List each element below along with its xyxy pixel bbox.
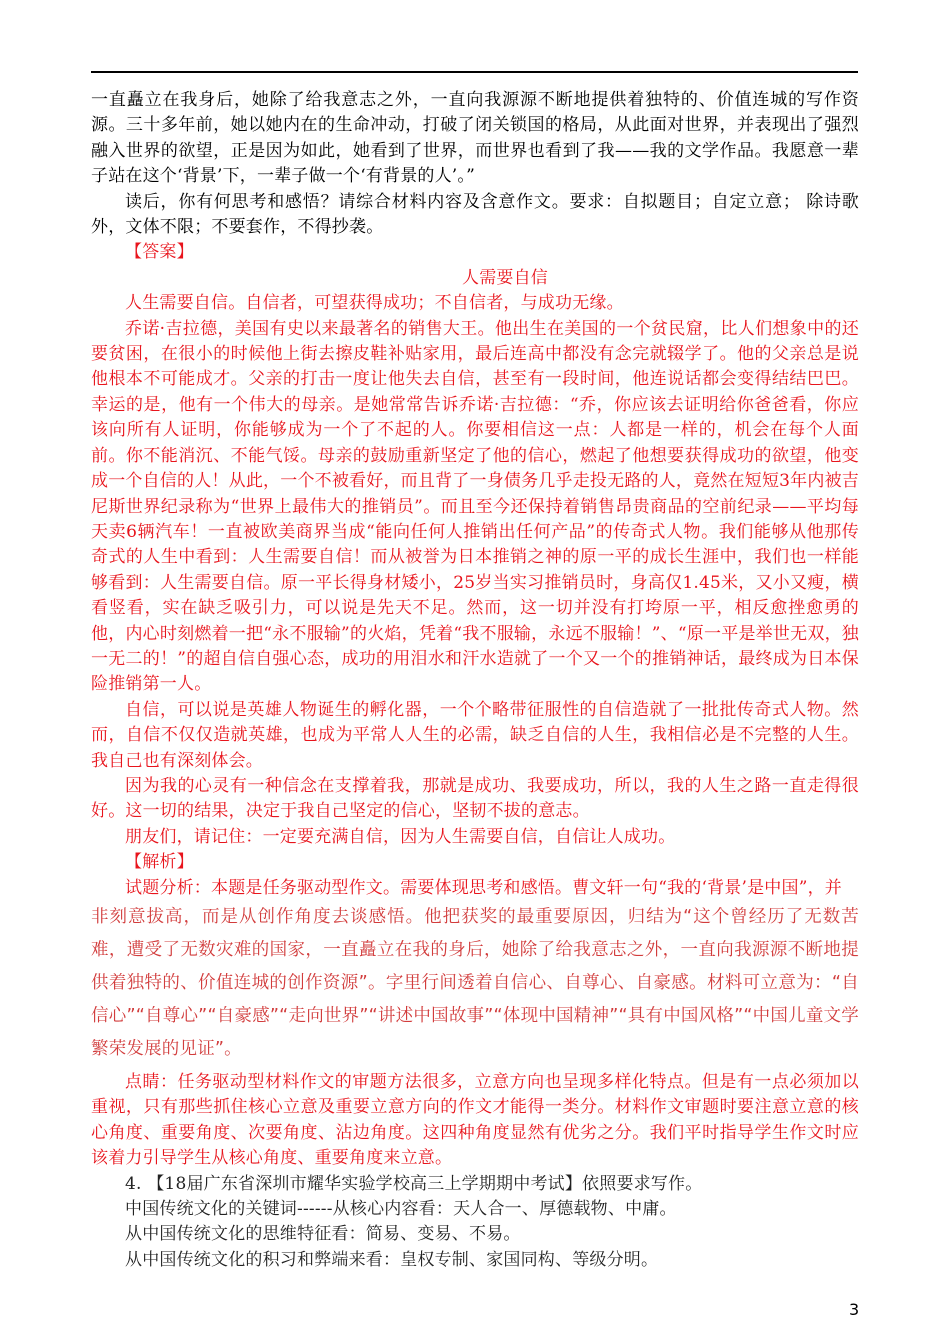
question-line: 从中国传统文化的积习和弊端来看：皇权专制、家国同构、等级分明。 xyxy=(125,1249,659,1270)
analysis-line: 试题分析：本题是任务驱动型作文。需要体现思考和感悟。曹文轩一句“我的‘背景’是中国”，并 xyxy=(125,877,842,898)
essay xyxy=(91,266,859,850)
essay-paragraph: 人生需要自信。自信者，可望获得成功；不自信者，与成功无缘。 xyxy=(125,293,624,314)
essay-paragraph: 自信，可以说是英雄人物诞生的孵化器，一个个略带征服性的自信造就了一批批传奇式人物。然而，自信不仅仅造就英雄，也成为平常人人生的必需，缺乏自信的人生，我相信必是不完整的人生。我自己也有深刻体会。 xyxy=(91,699,859,771)
question-header: 4. 【18届广东省深圳市耀华实验学校高三上学期期中考试】依照要求写作。 xyxy=(125,1173,703,1194)
analysis-heading: 【解析】 xyxy=(125,852,194,873)
intro-paragraph: 一直矗立在我身后，她除了给我意志之外，一直向我源源不断地提供着独特的、价值连城的写作资源。三十多年前，她以她内在的生命冲动，打破了闭关锁国的格局，从此面对世界，并表现出了强烈融入世界的欲望，正是因为如此，她看到了世界，而世界也看到了我——我的文学作品。我愿意一辈子站在这个‘背景’下，一辈子做一个‘有背景的人’。” xyxy=(91,90,859,187)
question-line: 从中国传统文化的思维特征看：简易、变易、不易。 xyxy=(125,1224,521,1245)
question-line: 中国传统文化的关键词------从核心内容看：天人合一、厚德载物、中庸。 xyxy=(125,1199,677,1220)
page-number: 3 xyxy=(849,1300,860,1319)
answer-heading: 【答案】 xyxy=(125,242,194,263)
essay-paragraph: 因为我的心灵有一种信念在支撑着我，那就是成功、我要成功，所以，我的人生之路一直走得很好。这一切的结果，决定于我自己坚定的信心，坚韧不拔的意志。 xyxy=(91,775,859,822)
essay-paragraph: 朋友们，请记住：一定要充满自信，因为人生需要自信，自信让人成功。 xyxy=(125,826,676,847)
analysis-body: 非刻意拔高，而是从创作角度去谈感悟。他把获奖的最重要原因，归结为“这个曾经历了无数苦难，遭受了无数灾难的国家，一直矗立在我的身后，她除了给我意志之外，一直向我源源不断地提供着独特的、价值连城的创作资源”。字里行间透着自信心、自尊心、自豪感。材料可立意为：“自信心”“自尊心”“自豪感”“走向世界”“讲述中国故事”“体现中国精神”“具有中国风格”“中国儿童文学繁荣发展的见证”。 xyxy=(91,907,859,1059)
tip-paragraph: 点睛：任务驱动型材料作文的审题方法很多，立意方向也呈现多样化特点。但是有一点必须加以重视，只有那些抓住核心立意及重要立意方向的作文才能得一类分。材料作文审题时要注意立意的核心角度、重要角度、次要角度、沾边角度。这四种角度显然有优劣之分。我们平时指导学生作文时应该着力引导学生从核心角度、重要角度来立意。 xyxy=(91,1072,859,1169)
essay-title: 人需要自信 xyxy=(462,267,548,288)
question-4 xyxy=(91,1172,859,1274)
document-page xyxy=(91,88,859,1273)
writing-prompt: 读后，你有何思考和感悟？请综合材料内容及含意作文。要求：自拟题目；自定立意； 除诗歌外，文体不限；不要套作，不得抄袭。 xyxy=(91,191,859,238)
header-rule xyxy=(91,71,858,73)
essay-paragraph: 乔诺·吉拉德，美国有史以来最著名的销售大王。他出生在美国的一个贫民窟，比人们想象中的还要贫困，在很小的时候他上街去擦皮鞋补贴家用，最后连高中都没有念完就辍学了。他的父亲总是说他根本不可能成才。父亲的打击一度让他失去自信，甚至有一段时间，他连说话都会变得结结巴巴。幸运的是，他有一个伟大的母亲。是她常常告诉乔诺·吉拉德：“乔，你应该去证明给你爸爸看，你应该向所有人证明，你能够成为一个了不起的人。你要相信这一点：人都是一样的，机会在每个人面前。你不能消沉、不能气馁。母亲的鼓励重新坚定了他的信心，燃起了他想要获得成功的欲望，他变成一个自信的人！从此，一个不被看好，而且背了一身债务几乎走投无路的人，竟然在短短3年内被吉尼斯世界纪录称为“世界上最伟大的推销员”。而且至今还保持着销售昂贵商品的空前纪录——平均每天卖6辆汽车！一直被欧美商界当成“能向任何人推销出任何产品”的传奇式人物。我们能够从他那传奇式的人生中看到：人生需要自信！而从被誉为日本推销之神的原一平的成长生涯中，我们也一样能够看到：人生需要自信。原一平长得身材矮小，25岁当实习推销员时，身高仅1.45米，又小又瘦，横看竖看，实在缺乏吸引力，可以说是先天不足。然而，这一切并没有打垮原一平，相反愈挫愈勇的他，内心时刻燃着一把“永不服输”的火焰，凭着“我不服输，永远不服输！”、“原一平是举世无双，独一无二的！”的超自信自强心态，成功的用泪水和汗水造就了一个又一个的推销神话，最终成为日本保险推销第一人。 xyxy=(91,318,859,695)
